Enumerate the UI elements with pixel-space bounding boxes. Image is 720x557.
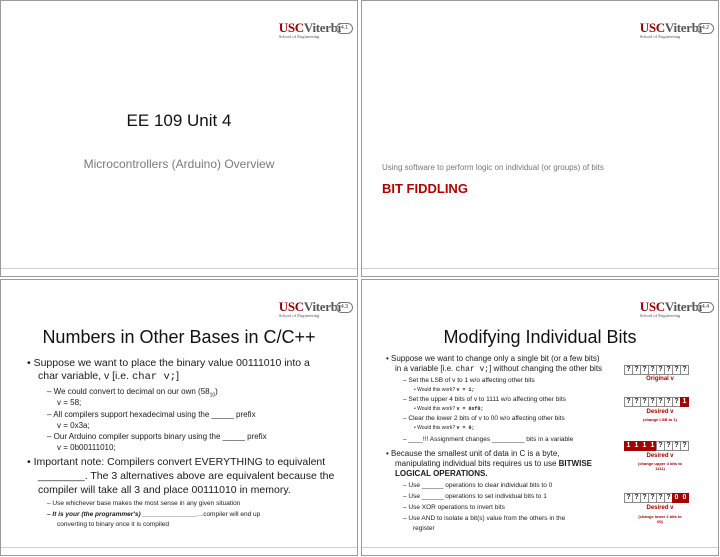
bit-cell: ? bbox=[656, 441, 665, 451]
slide-title: Numbers in Other Bases in C/C++ bbox=[42, 327, 316, 347]
divider bbox=[362, 268, 718, 269]
usc-viterbi-logo: USCViterbi School of Engineering bbox=[639, 299, 702, 318]
sub-whichever-base: – Use whichever base makes the most sense in any given situation bbox=[47, 500, 241, 507]
divider bbox=[362, 547, 718, 548]
bullet-binary-value: • Suppose we want to place the binary value 00111010 into a bbox=[27, 357, 310, 369]
code-hex: v = 0x3a; bbox=[57, 421, 90, 430]
bullet-change-bit-2: in a variable [i.e. char v;] without changing the other bits bbox=[395, 364, 603, 374]
bullet-change-bit: • Suppose we want to change only a single bit (or a few bits) bbox=[386, 354, 600, 363]
caption-lower: Desired v bbox=[646, 505, 674, 511]
bit-cell: ? bbox=[624, 397, 633, 407]
usc-viterbi-logo: USCViterbi School of Engineering bbox=[278, 299, 341, 318]
slide-title: Modifying Individual Bits bbox=[443, 327, 637, 347]
caption-upper-detail: (change upper 4 bits to bbox=[637, 461, 682, 466]
slide-title: EE 109 Unit 4 bbox=[126, 111, 232, 130]
code-decimal: v = 58; bbox=[57, 398, 82, 407]
usc-viterbi-logo: USCViterbi School of Engineering bbox=[278, 20, 341, 39]
bit-cell: 1 bbox=[680, 397, 689, 407]
bit-cell: 0 bbox=[680, 493, 689, 503]
divider bbox=[1, 268, 357, 269]
caption-lsb: Desired v bbox=[646, 409, 674, 415]
sub-set-upper: – Set the upper 4 bits of v to 1111 w/o affecting other bits bbox=[403, 396, 566, 403]
bullet-smallest-unit: • Because the smallest unit of data in C is a byte, bbox=[386, 449, 560, 458]
bit-cell: ? bbox=[656, 397, 665, 407]
bit-cell: ? bbox=[672, 365, 681, 375]
slide-subtitle: Microcontrollers (Arduino) Overview bbox=[83, 157, 275, 171]
bullet-char-variable: char variable, v [i.e. char v;] bbox=[38, 370, 179, 383]
question-2: • Would this work? v = 0xf0; bbox=[414, 406, 484, 412]
caption-upper-detail-2: 1111) bbox=[655, 466, 665, 471]
bit-cell: ? bbox=[672, 397, 681, 407]
sub-set-ops: – Use ______ operations to set individual bits to 1 bbox=[403, 493, 547, 500]
slide-3 bbox=[0, 279, 358, 556]
slide-number: 4.1 bbox=[336, 23, 353, 34]
sub-programmer-2: converting to binary once it is compiled bbox=[57, 521, 170, 528]
bit-cell: ? bbox=[672, 441, 681, 451]
bullet-smallest-unit-3: LOGICAL OPERATIONS. bbox=[395, 469, 488, 478]
question-3: • Would this work? v = 0; bbox=[414, 425, 475, 431]
bullet-important-note-2: ________. The 3 alternatives above are equivalent because the bbox=[38, 470, 335, 482]
bit-cell: ? bbox=[680, 365, 689, 375]
bit-cell: 0 bbox=[672, 493, 681, 503]
bit-row-lower bbox=[624, 493, 688, 503]
bit-cell: ? bbox=[624, 365, 633, 375]
slide-subtitle: Using software to perform logic on individual (or groups) of bits bbox=[382, 163, 604, 172]
bit-cell: ? bbox=[664, 365, 673, 375]
bit-cell: ? bbox=[640, 493, 649, 503]
sub-xor-ops: – Use XOR operations to invert bits bbox=[403, 504, 505, 511]
bit-cell: ? bbox=[680, 441, 689, 451]
bit-cell: 1 bbox=[640, 441, 649, 451]
slide-4 bbox=[361, 279, 719, 556]
bit-row-lsb bbox=[624, 397, 688, 407]
bit-cell: ? bbox=[632, 365, 641, 375]
usc-viterbi-logo: USCViterbi School of Engineering bbox=[639, 20, 702, 39]
bit-cell: ? bbox=[640, 397, 649, 407]
bit-cell: ? bbox=[632, 493, 641, 503]
sub-programmer: – It is your (the programmer's) _______________…compiler will end up bbox=[47, 511, 261, 518]
bit-cell: ? bbox=[640, 365, 649, 375]
question-1: • Would this work? v = 1; bbox=[414, 387, 475, 393]
sub-clear-ops: – Use ______ operations to clear individual bits to 0 bbox=[403, 482, 553, 489]
caption-original: Original v bbox=[646, 376, 674, 382]
bit-cell: ? bbox=[648, 365, 657, 375]
sub-hex: – All compilers support hexadecimal using the _____ prefix bbox=[47, 410, 256, 419]
bit-cell: ? bbox=[648, 493, 657, 503]
bit-cell: ? bbox=[624, 493, 633, 503]
bit-cell: ? bbox=[664, 397, 673, 407]
bit-row-upper bbox=[624, 441, 688, 451]
bit-cell: 1 bbox=[648, 441, 657, 451]
slide-2 bbox=[361, 0, 719, 277]
slide-title: BIT FIDDLING bbox=[382, 181, 468, 196]
bit-cell: 1 bbox=[624, 441, 633, 451]
slide-number: 4.3 bbox=[336, 302, 353, 313]
sub-clear-lower: – Clear the lower 2 bits of v to 00 w/o affecting other bits bbox=[403, 415, 565, 422]
bit-cell: 1 bbox=[632, 441, 641, 451]
divider bbox=[1, 547, 357, 548]
caption-lower-detail: (change lower 2 bits to bbox=[638, 514, 682, 519]
bit-cell: ? bbox=[648, 397, 657, 407]
caption-lsb-detail: (change LSB to 1) bbox=[642, 417, 677, 422]
code-binary: v = 0b00111010; bbox=[57, 443, 116, 452]
bit-cell: ? bbox=[664, 441, 673, 451]
sub-decimal: – We could convert to decimal on our own $(58_{10})$ bbox=[47, 387, 218, 399]
bullet-important-note-3: compiler will take all 3 and place 00111010 in memory. bbox=[38, 484, 291, 496]
sub-and-ops-2: register bbox=[413, 525, 435, 532]
caption-lower-detail-2: 00) bbox=[657, 519, 663, 524]
bullet-important-note: • Important note: Compilers convert EVERYTHING to equivalent bbox=[27, 456, 326, 468]
sub-binary: – Our Arduino compiler supports binary using the _____ prefix bbox=[47, 432, 267, 441]
bit-cell: ? bbox=[664, 493, 673, 503]
slide-number: 4.2 bbox=[697, 23, 714, 34]
slide-1 bbox=[0, 0, 358, 277]
slide-number: 4.4 bbox=[697, 302, 714, 313]
caption-upper: Desired v bbox=[646, 453, 674, 459]
bullet-smallest-unit-2: manipulating individual bits requires us to use BITWISE bbox=[395, 459, 592, 468]
bit-cell: ? bbox=[656, 493, 665, 503]
sub-and-ops: – Use AND to isolate a bit(s) value from the others in the bbox=[403, 515, 566, 522]
sub-assignment: – ____!!! Assignment changes _________ bits in a variable bbox=[403, 436, 574, 443]
bit-row-original bbox=[624, 365, 688, 375]
sub-set-lsb: – Set the LSB of v to 1 w/o affecting other bits bbox=[403, 377, 535, 384]
bit-cell: ? bbox=[632, 397, 641, 407]
bit-cell: ? bbox=[656, 365, 665, 375]
